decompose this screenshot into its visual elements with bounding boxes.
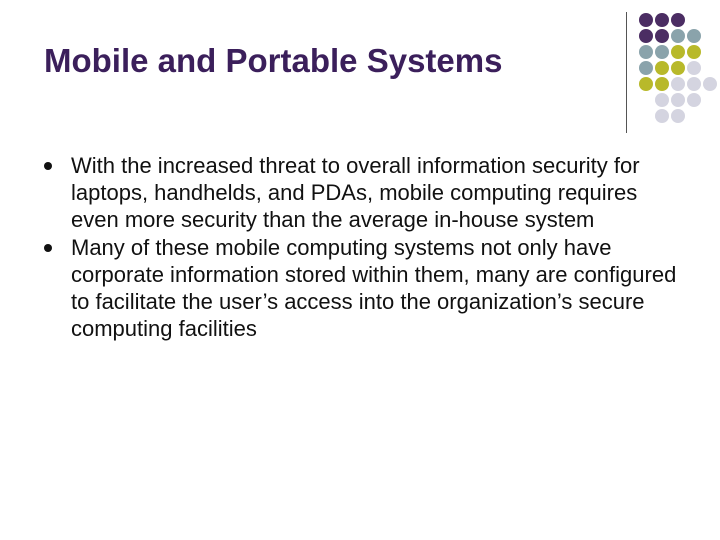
decorative-dot: [655, 61, 669, 75]
decorative-dot: [655, 29, 669, 43]
bullet-item: [44, 234, 684, 342]
decorative-dot: [655, 109, 669, 123]
decorative-dot: [703, 77, 717, 91]
decorative-dot: [639, 77, 653, 91]
bullet-icon: [44, 244, 52, 252]
bullet-list: [44, 152, 684, 343]
decorative-dot: [655, 77, 669, 91]
bullet-text: With the increased threat to overall information security for laptops, handhelds, and PDAs, mobile computing requires even more security than the average in-house system: [71, 153, 640, 232]
decorative-dot: [671, 93, 685, 107]
decorative-dot: [687, 29, 701, 43]
decorative-dot: [639, 13, 653, 27]
decorative-dot: [687, 45, 701, 59]
decorative-dot: [687, 77, 701, 91]
decorative-dot: [671, 61, 685, 75]
decorative-dot: [687, 61, 701, 75]
decorative-dot: [639, 45, 653, 59]
decorative-dot: [639, 61, 653, 75]
bullet-item: [44, 152, 684, 233]
bullet-text: Many of these mobile computing systems not only have corporate information stored within them, many are configured to facilitate the user’s access into the organization’s secure computing facilities: [71, 235, 677, 341]
decorative-dot: [671, 29, 685, 43]
decorative-dot: [671, 109, 685, 123]
vertical-divider: [626, 12, 627, 133]
bullet-icon: [44, 162, 52, 170]
decorative-dot: [655, 13, 669, 27]
slide-title: Mobile and Portable Systems: [44, 42, 503, 79]
decorative-dot: [655, 93, 669, 107]
decorative-dot: [687, 93, 701, 107]
decorative-dot: [639, 29, 653, 43]
decorative-dot: [671, 13, 685, 27]
decorative-dot: [671, 77, 685, 91]
decorative-dot: [671, 45, 685, 59]
decorative-dot: [655, 45, 669, 59]
